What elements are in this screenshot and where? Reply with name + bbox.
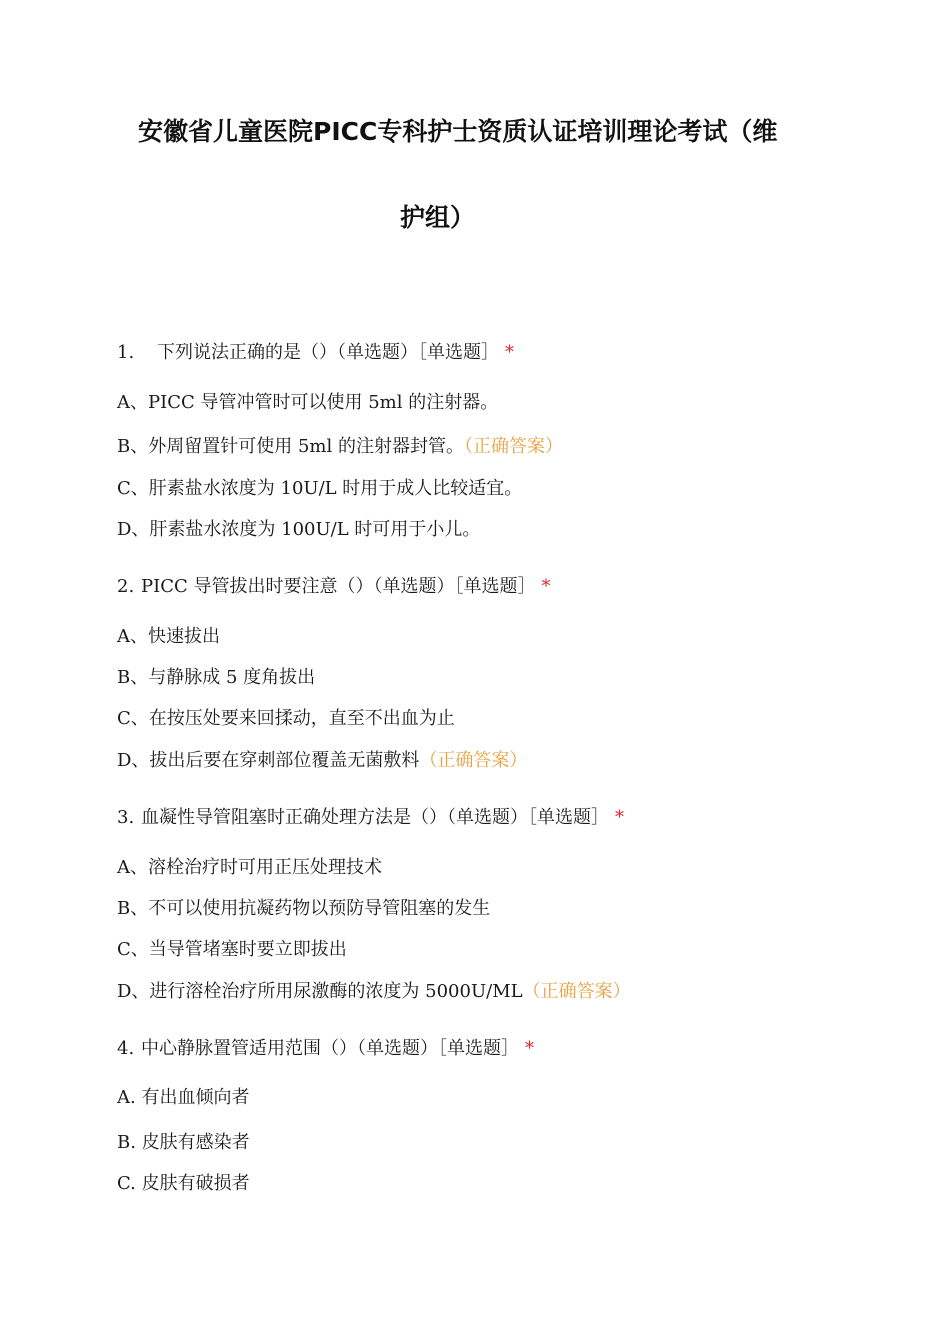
question-2 — [117, 575, 551, 599]
question-number: 2. — [117, 576, 135, 597]
question-text: 下列说法正确的是（）（单选题）［单选题］ — [157, 342, 499, 363]
correct-answer-mark: （正确答案） — [419, 750, 528, 771]
correct-answer-mark: （正确答案） — [522, 981, 631, 1002]
question-1 — [117, 341, 514, 365]
correct-answer-mark: （正确答案） — [463, 436, 563, 457]
option-1c: C、肝素盐水浓度为 10U/L 时用于成人比较适宜。 — [117, 478, 523, 499]
required-mark: * — [541, 576, 551, 597]
required-mark: * — [505, 342, 514, 363]
option-4c: C. 皮肤有破损者 — [117, 1173, 250, 1194]
required-mark: * — [525, 1038, 534, 1059]
question-number: 3. — [117, 807, 135, 828]
required-mark: * — [615, 807, 624, 828]
question-text: 中心静脉置管适用范围（）（单选题）［单选题］ — [141, 1038, 519, 1059]
option-3a: A、溶栓治疗时可用正压处理技术 — [117, 857, 382, 878]
option-1b: B、外周留置针可使用 5ml 的注射器封管。（正确答案） — [117, 436, 563, 457]
option-4b: B. 皮肤有感染者 — [117, 1132, 250, 1153]
option-2c: C、在按压处要来回揉动，直至不出血为止 — [117, 708, 455, 729]
option-4a: A. 有出血倾向者 — [117, 1087, 250, 1108]
document-title-continued: 护组） — [400, 203, 476, 232]
question-4 — [117, 1037, 534, 1061]
option-1d: D、肝素盐水浓度为 100U/L 时可用于小儿。 — [117, 519, 481, 540]
option-1a: A、PICC 导管冲管时可以使用 5ml 的注射器。 — [117, 392, 499, 413]
option-2a: A、快速拔出 — [117, 626, 220, 647]
option-3b: B、不可以使用抗凝药物以预防导管阻塞的发生 — [117, 898, 491, 919]
question-text: PICC 导管拔出时要注意（）（单选题）［单选题］ — [141, 576, 536, 597]
option-2d: D、拔出后要在穿刺部位覆盖无菌敷料（正确答案） — [117, 750, 528, 771]
question-text: 血凝性导管阻塞时正确处理方法是（）（单选题）［单选题］ — [141, 807, 609, 828]
option-2b: B、与静脉成 5 度角拔出 — [117, 667, 316, 688]
document-title: 安徽省儿童医院PICC专科护士资质认证培训理论考试（维 — [138, 117, 778, 146]
question-number: 4. — [117, 1038, 135, 1059]
question-3 — [117, 806, 624, 830]
option-3d: D、进行溶栓治疗所用尿激酶的浓度为 5000U/ML（正确答案） — [117, 981, 631, 1002]
option-3c: C、当导管堵塞时要立即拔出 — [117, 939, 347, 960]
question-number: 1. — [117, 342, 135, 363]
